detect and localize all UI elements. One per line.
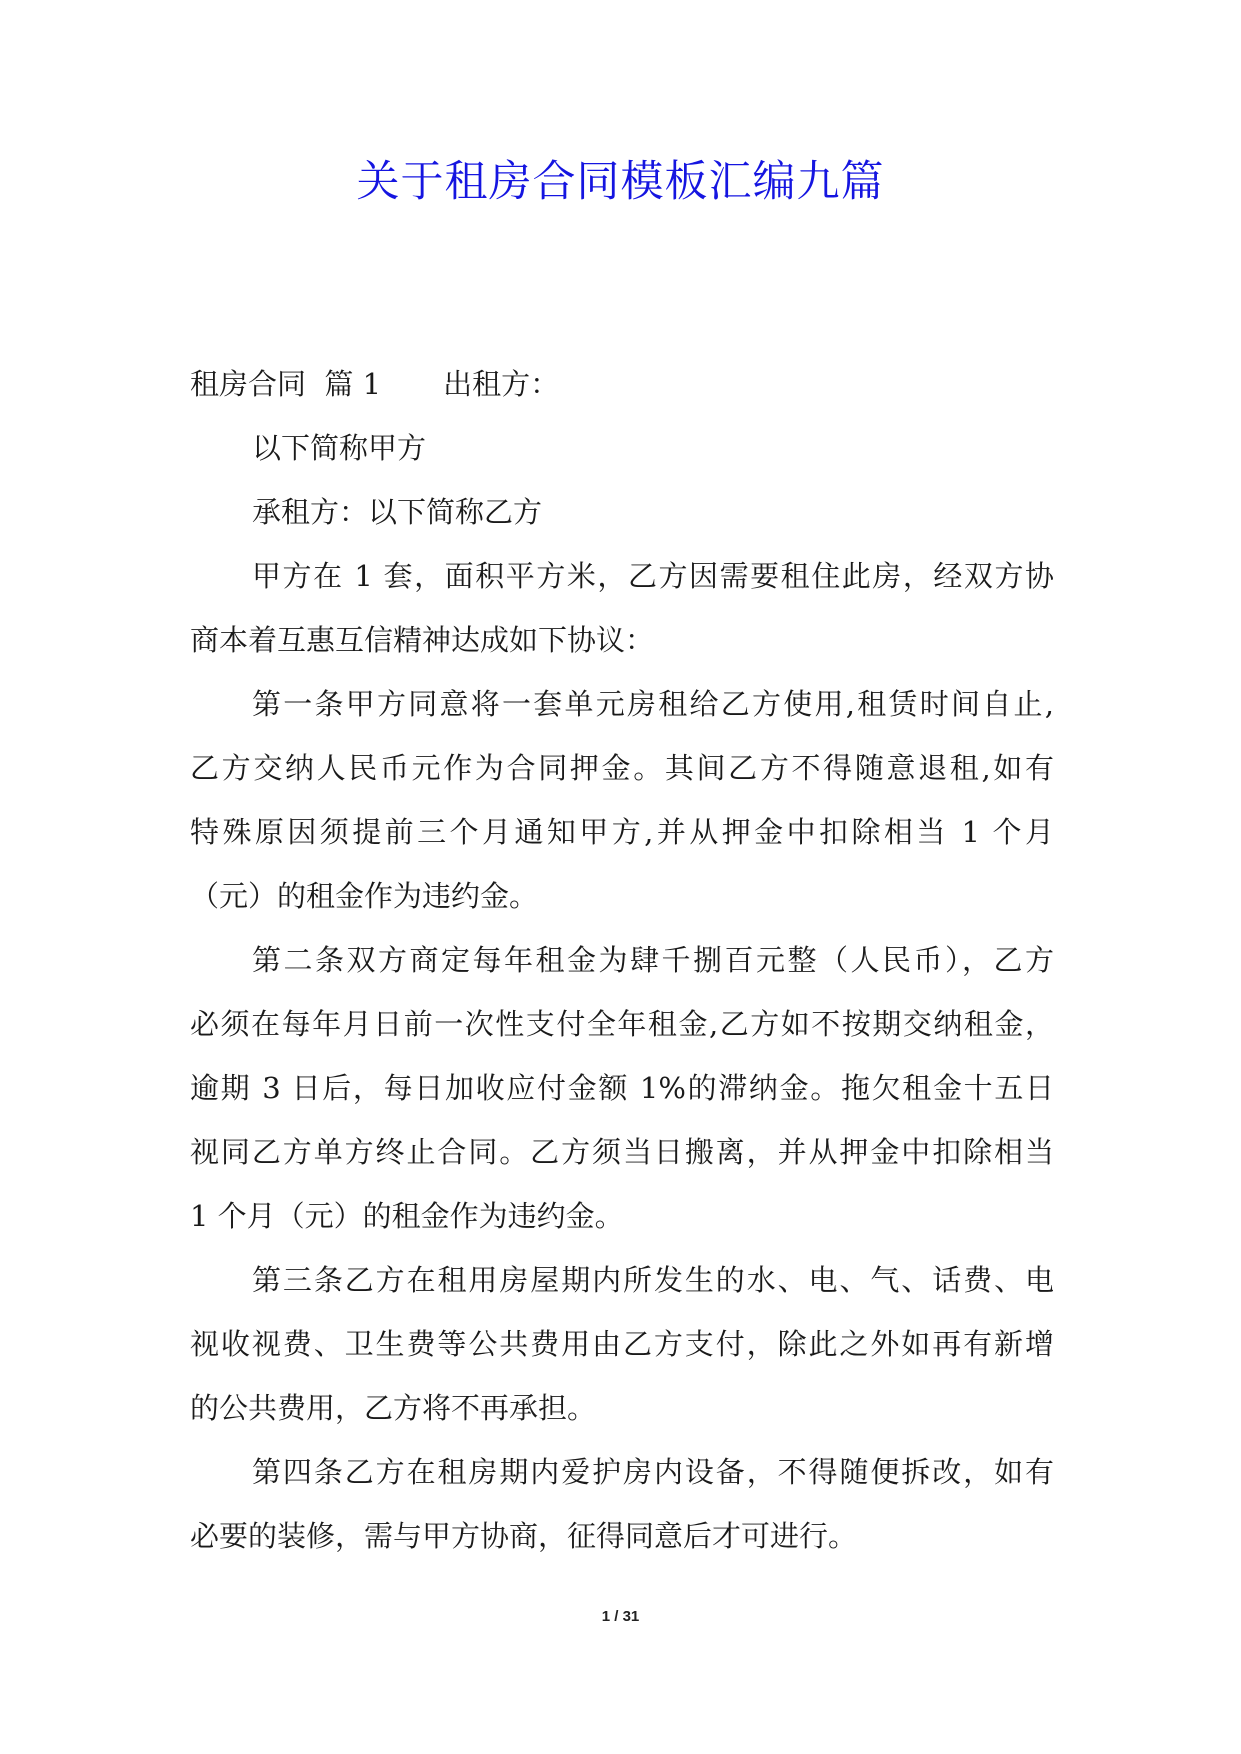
body-line: 以下简称甲方 (252, 431, 427, 465)
body-line: 承租方：以下简称乙方 (252, 495, 543, 529)
body-line: 的公共费用，乙方将不再承担。 (190, 1391, 597, 1425)
body-line: 1 个月（元）的租金作为违约金。 (190, 1199, 624, 1233)
body-line: 第二条双方商定每年租金为肆千捌百元整（人民币），乙方 (252, 943, 1054, 977)
body-line: 特殊原因须提前三个月通知甲方,并从押金中扣除相当 1 个月 (190, 815, 1054, 849)
body-line: 第一条甲方同意将一套单元房租给乙方使用,租赁时间自止, (252, 687, 1054, 721)
body-line: 乙方交纳人民币元作为合同押金。其间乙方不得随意退租,如有 (190, 751, 1054, 785)
body-line: 甲方在 1 套，面积平方米，乙方因需要租住此房，经双方协 (252, 559, 1054, 593)
body-line: 必须在每年月日前一次性支付全年租金,乙方如不按期交纳租金， (190, 1007, 1054, 1041)
body-line: （元）的租金作为违约金。 (190, 879, 539, 913)
heading-line (190, 352, 1054, 416)
page-number: 1 / 31 (601, 1608, 640, 1625)
lessor-label: 出租方： (443, 367, 560, 401)
document-title: 关于租房合同模板汇编九篇 (356, 157, 885, 207)
body-line: 必要的装修，需与甲方协商，征得同意后才可进行。 (190, 1519, 858, 1553)
body-line: 第三条乙方在租用房屋期内所发生的水、电、气、话费、电 (252, 1263, 1054, 1297)
section-heading: 租房合同 篇 1 (190, 367, 382, 401)
body-line: 第四条乙方在租房期内爱护房内设备，不得随便拆改，如有 (252, 1455, 1054, 1489)
document-body (190, 352, 1054, 1568)
body-line: 商本着互惠互信精神达成如下协议： (190, 623, 655, 657)
body-line: 视同乙方单方终止合同。乙方须当日搬离，并从押金中扣除相当 (190, 1135, 1054, 1169)
body-line: 视收视费、卫生费等公共费用由乙方支付，除此之外如再有新增 (190, 1327, 1054, 1361)
body-line: 逾期 3 日后，每日加收应付金额 1%的滞纳金。拖欠租金十五日 (190, 1071, 1054, 1105)
